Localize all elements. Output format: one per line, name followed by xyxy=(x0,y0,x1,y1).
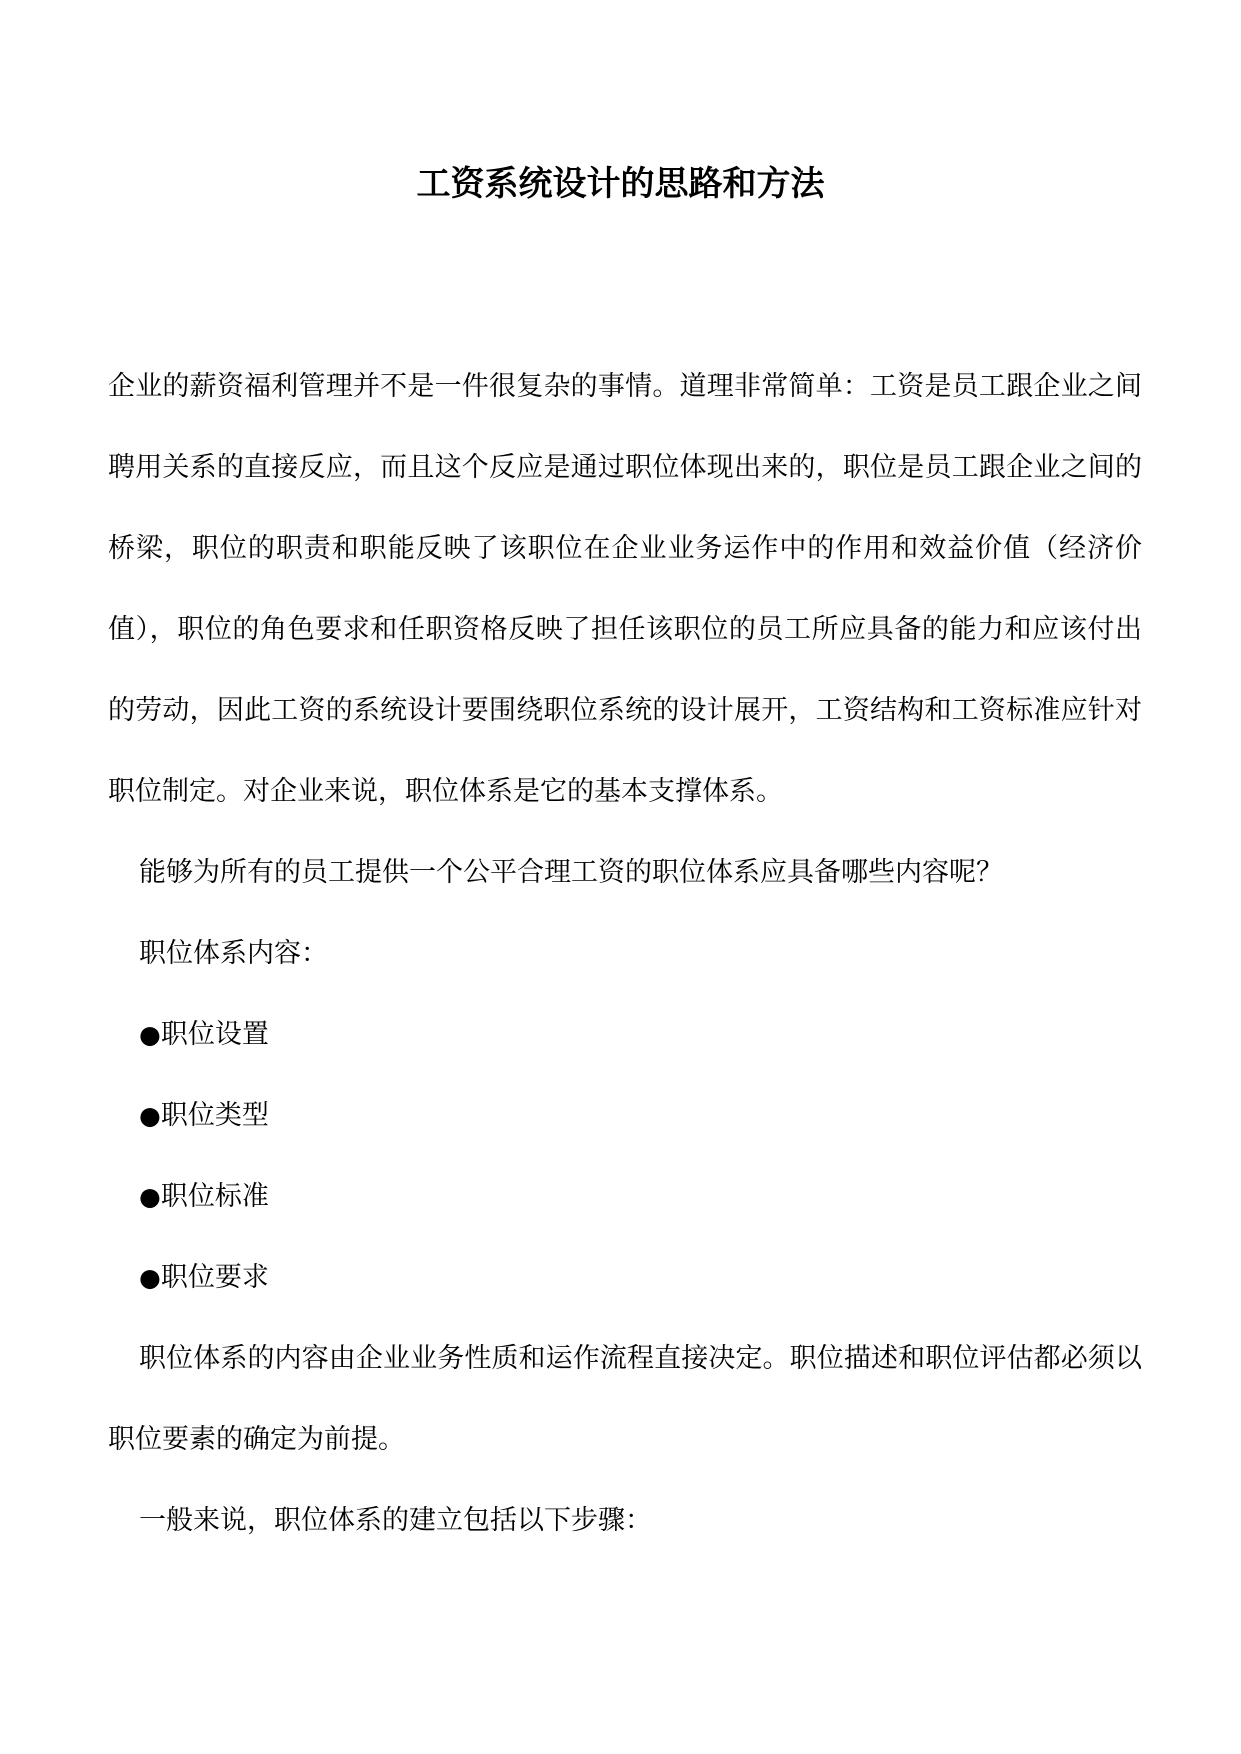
list-item xyxy=(108,1075,1142,1156)
bullet-icon: ● xyxy=(139,1020,161,1049)
list-item-label: 职位标准 xyxy=(160,1181,269,1212)
list-item-label: 职位设置 xyxy=(160,1019,269,1050)
document-title: 工资系统设计的思路和方法 xyxy=(416,164,825,204)
paragraph-content-basis: 职位体系的内容由企业业务性质和运作流程直接决定。职位描述和职位评估都必须以职位要素的确定为前提。 xyxy=(108,1343,1142,1455)
list-item-label: 职位类型 xyxy=(160,1100,269,1131)
bullet-icon: ● xyxy=(139,1182,161,1211)
paragraph-list-heading: 职位体系内容： xyxy=(139,938,328,969)
list-item xyxy=(108,1237,1142,1318)
list-item-label: 职位要求 xyxy=(160,1262,269,1293)
paragraph-question: 能够为所有的员工提供一个公平合理工资的职位体系应具备哪些内容呢？ xyxy=(139,857,1003,888)
paragraph-steps-intro: 一般来说，职位体系的建立包括以下步骤： xyxy=(139,1505,652,1536)
list-item xyxy=(108,1156,1142,1237)
list-item xyxy=(108,994,1142,1075)
bullet-icon: ● xyxy=(139,1101,161,1130)
bullet-icon: ● xyxy=(139,1263,161,1292)
document-body xyxy=(108,346,1142,1561)
paragraph-intro: 企业的薪资福利管理并不是一件很复杂的事情。道理非常简单：工资是员工跟企业之间聘用关系的直接反应，而且这个反应是通过职位体现出来的，职位是员工跟企业之间的桥梁，职位的职责和职能反映了该职位在企业业务运作中的作用和效益价值（经济价值），职位的角色要求和任职资格反映了担任该职位的员工所应具备的能力和应该付出的劳动，因此工资的系统设计要围绕职位系统的设计展开，工资结构和工资标准应针对职位制定。对企业来说，职位体系是它的基本支撑体系。 xyxy=(108,371,1142,807)
